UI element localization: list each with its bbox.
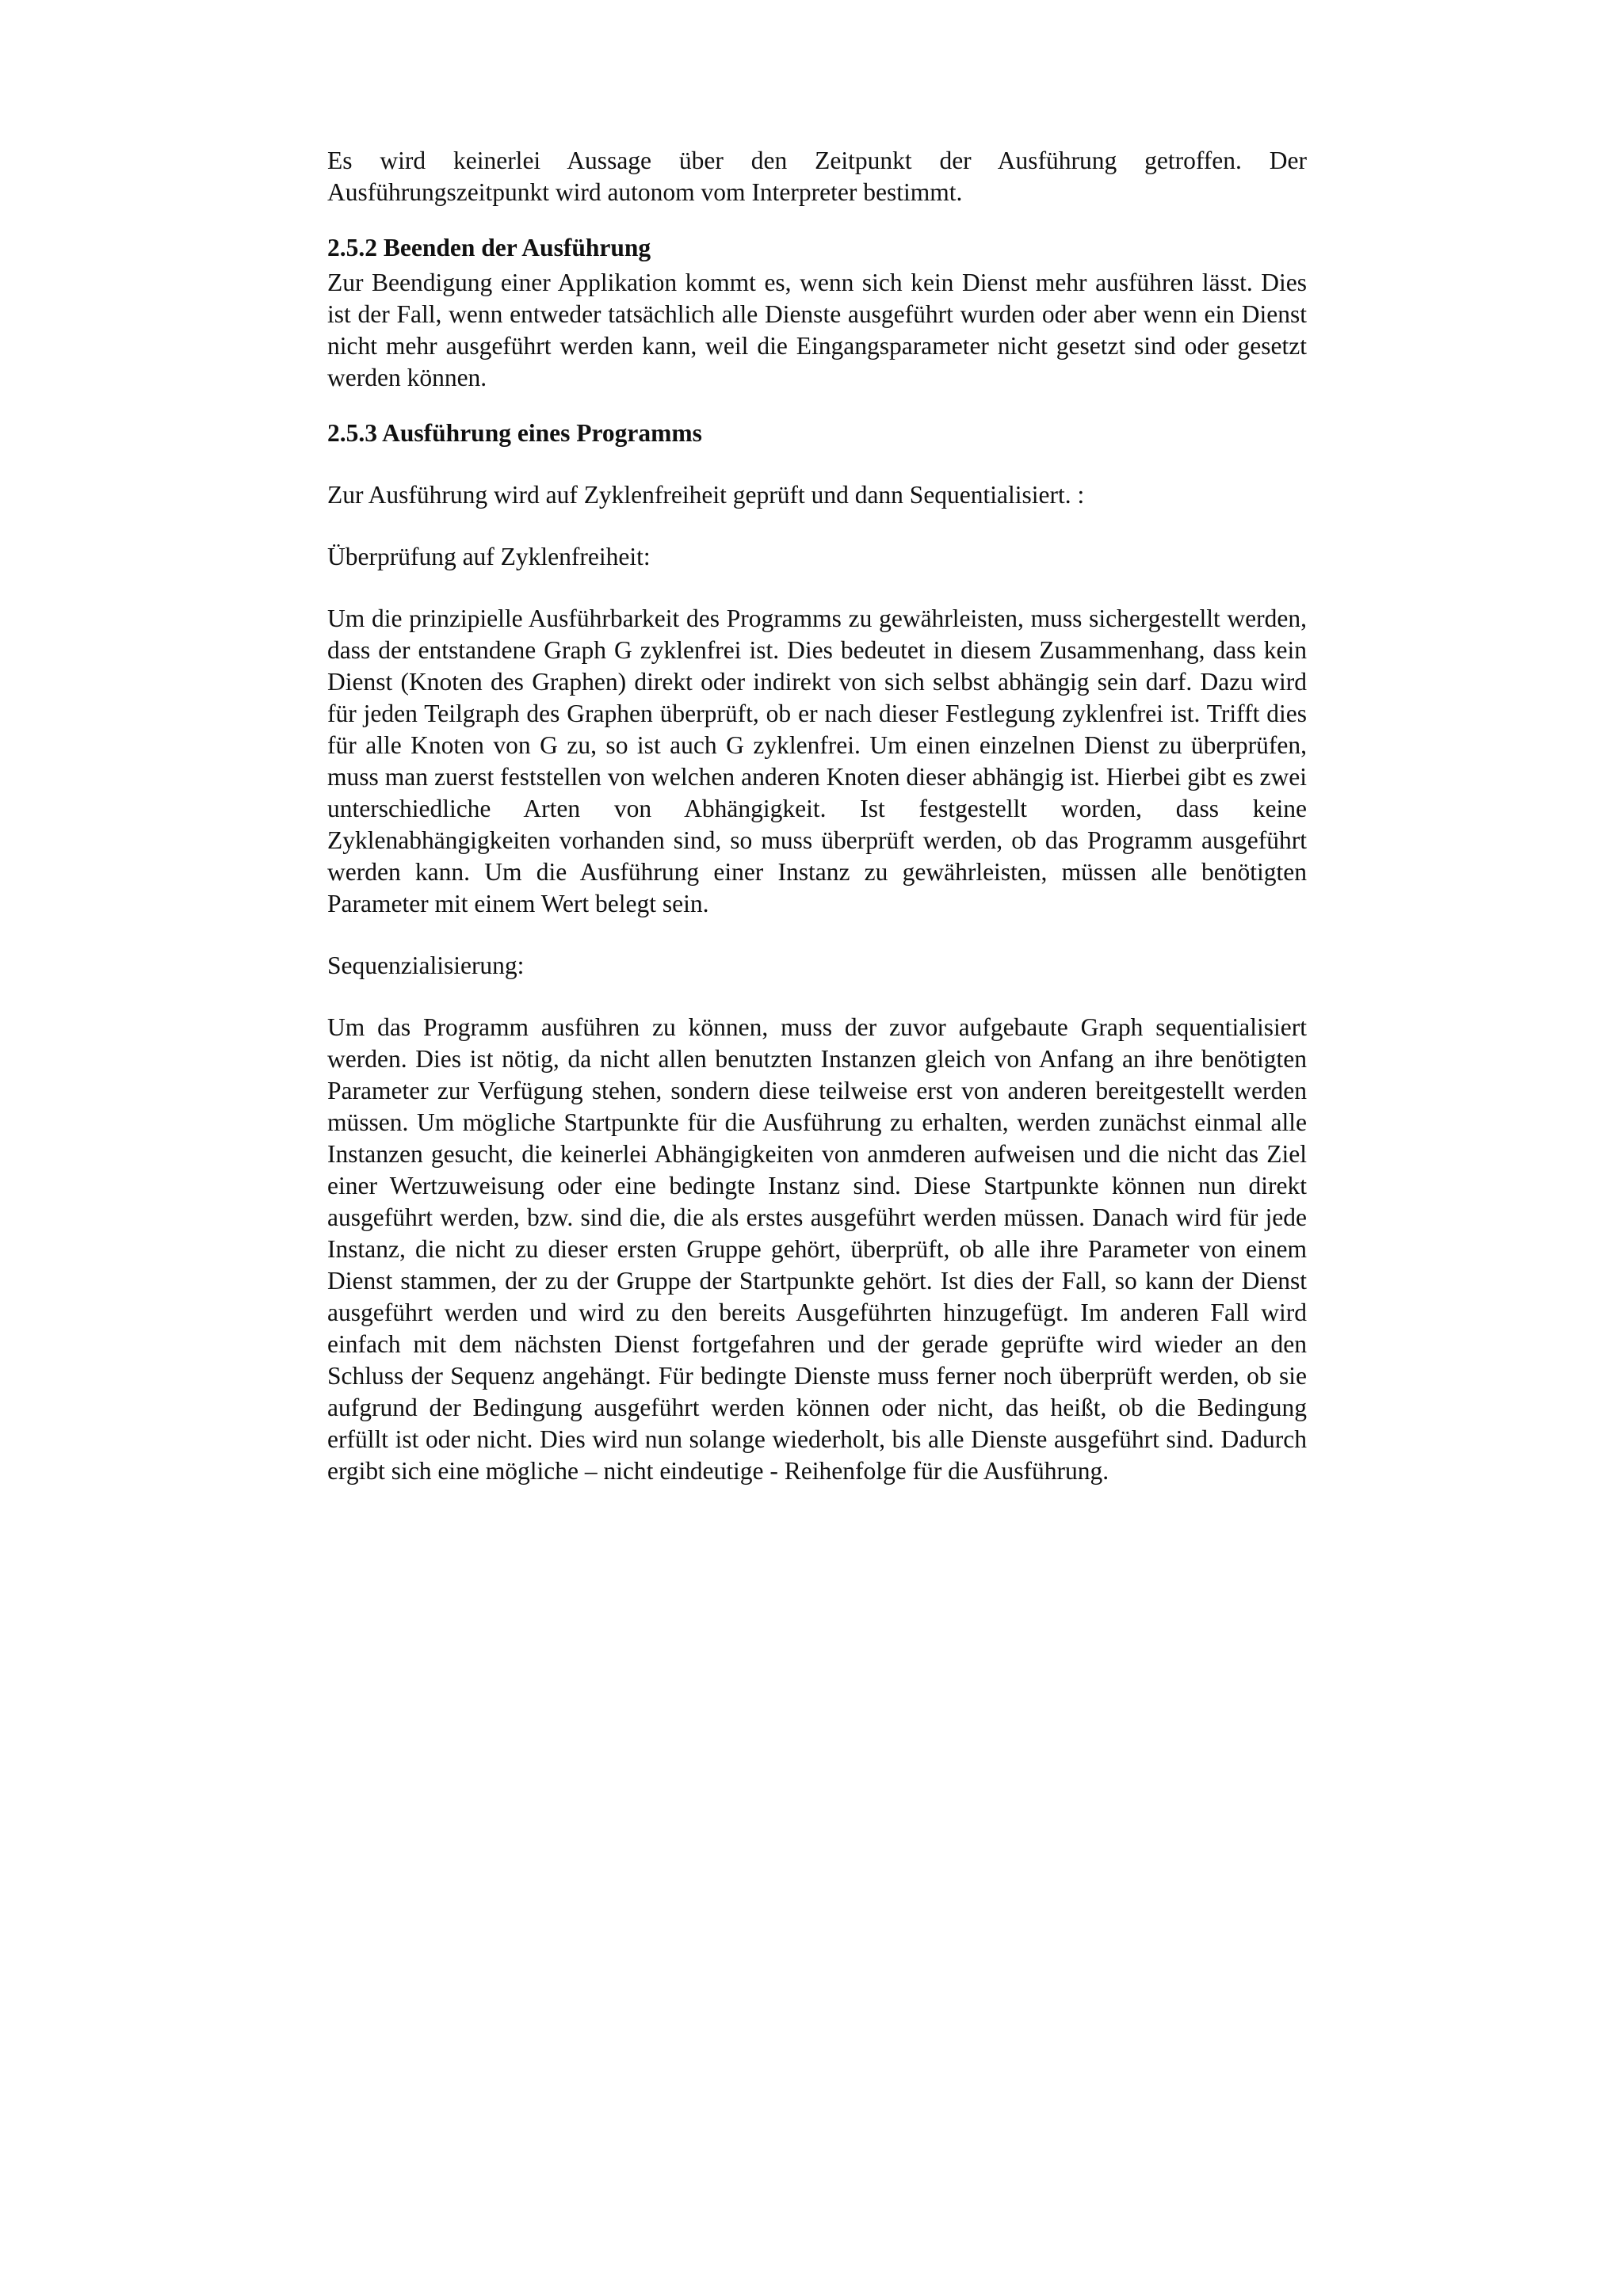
intro-paragraph: Es wird keinerlei Aussage über den Zeitpunkt der Ausführung getroffen. Der Ausführungszeitpunkt wird autonom vom Interpreter bestimmt. [327,147,1307,206]
subsection-label-zyklenfreiheit: Überprüfung auf Zyklenfreiheit: [327,543,651,570]
subsection-paragraph-sequenzialisierung: Um das Programm ausführen zu können, muss der zuvor aufgebaute Graph sequentialisiert werden. Dies ist nötig, da nicht allen benutzten Instanzen gleich von Anfang an ihre benötigten Parameter zur Verfügung stehen, sondern diese teilweise erst von anderen bereitgestellt werden müssen. Um mögliche Startpunkte für die Ausführung zu erhalten, werden zunächst einmal alle Instanzen gesucht, die keinerlei Abhängigkeiten von anmderen aufweisen und die nicht das Ziel einer Wertzuweisung oder eine bedingte Instanz sind. Diese Startpunkte können nun direkt ausgeführt werden, bzw. sind die, die als erstes ausgeführt werden müssen. Danach wird für jede Instanz, die nicht zu dieser ersten Gruppe gehört, überprüft, ob alle ihre Parameter von einem Dienst stammen, der zu der Gruppe der Startpunkte gehört. Ist dies der Fall, so kann der Dienst ausgeführt werden und wird zu den bereits Ausgeführten hinzugefügt. Im anderen Fall wird einfach mit dem nächsten Dienst fortgefahren und der gerade geprüfte wird wieder an den Schluss der Sequenz angehängt. Für bedingte Dienste muss ferner noch überprüft werden, ob sie aufgrund der Bedingung ausgeführt werden können oder nicht, das heißt, ob die Bedingung erfüllt ist oder nicht. Dies wird nun solange wiederholt, bis alle Dienste ausgeführt sind. Dadurch ergibt sich eine mögliche – nicht eindeutige - Reihenfolge für die Ausführung. [327,1013,1307,1485]
section-2-5-2-paragraph: Zur Beendigung einer Applikation kommt es, wenn sich kein Dienst mehr ausführen lässt. Dies ist der Fall, wenn entweder tatsächlich alle Dienste ausgeführt wurden oder aber wenn ein Dienst nicht mehr ausgeführt werden kann, weil die Eingangsparameter nicht gesetzt sind oder gesetzt werden können. [327,269,1307,391]
document-page [327,145,1307,1487]
section-heading-2-5-3: 2.5.3 Ausführung eines Programms [327,419,702,447]
subsection-paragraph-zyklenfreiheit: Um die prinzipielle Ausführbarkeit des Programms zu gewährleisten, muss sichergestellt werden, dass der entstandene Graph G zyklenfrei ist. Dies bedeutet in diesem Zusammenhang, dass kein Dienst (Knoten des Graphen) direkt oder indirekt von sich selbst abhängig sein darf. Dazu wird für jeden Teilgraph des Graphen überprüft, ob er nach dieser Festlegung zyklenfrei ist. Trifft dies für alle Knoten von G zu, so ist auch G zyklenfrei. Um einen einzelnen Dienst zu überprüfen, muss man zuerst feststellen von welchen anderen Knoten dieser abhängig ist. Hierbei gibt es zwei unterschiedliche Arten von Abhängigkeit. Ist festgestellt worden, dass keine Zyklenabhängigkeiten vorhanden sind, so muss überprüft werden, ob das Programm ausgeführt werden kann. Um die Ausführung einer Instanz zu gewährleisten, müssen alle benötigten Parameter mit einem Wert belegt sein. [327,605,1307,917]
section-2-5-3-intro: Zur Ausführung wird auf Zyklenfreiheit geprüft und dann Sequentialisiert. : [327,481,1085,509]
subsection-label-sequenzialisierung: Sequenzialisierung: [327,952,525,979]
section-heading-2-5-2: 2.5.2 Beenden der Ausführung [327,234,651,261]
